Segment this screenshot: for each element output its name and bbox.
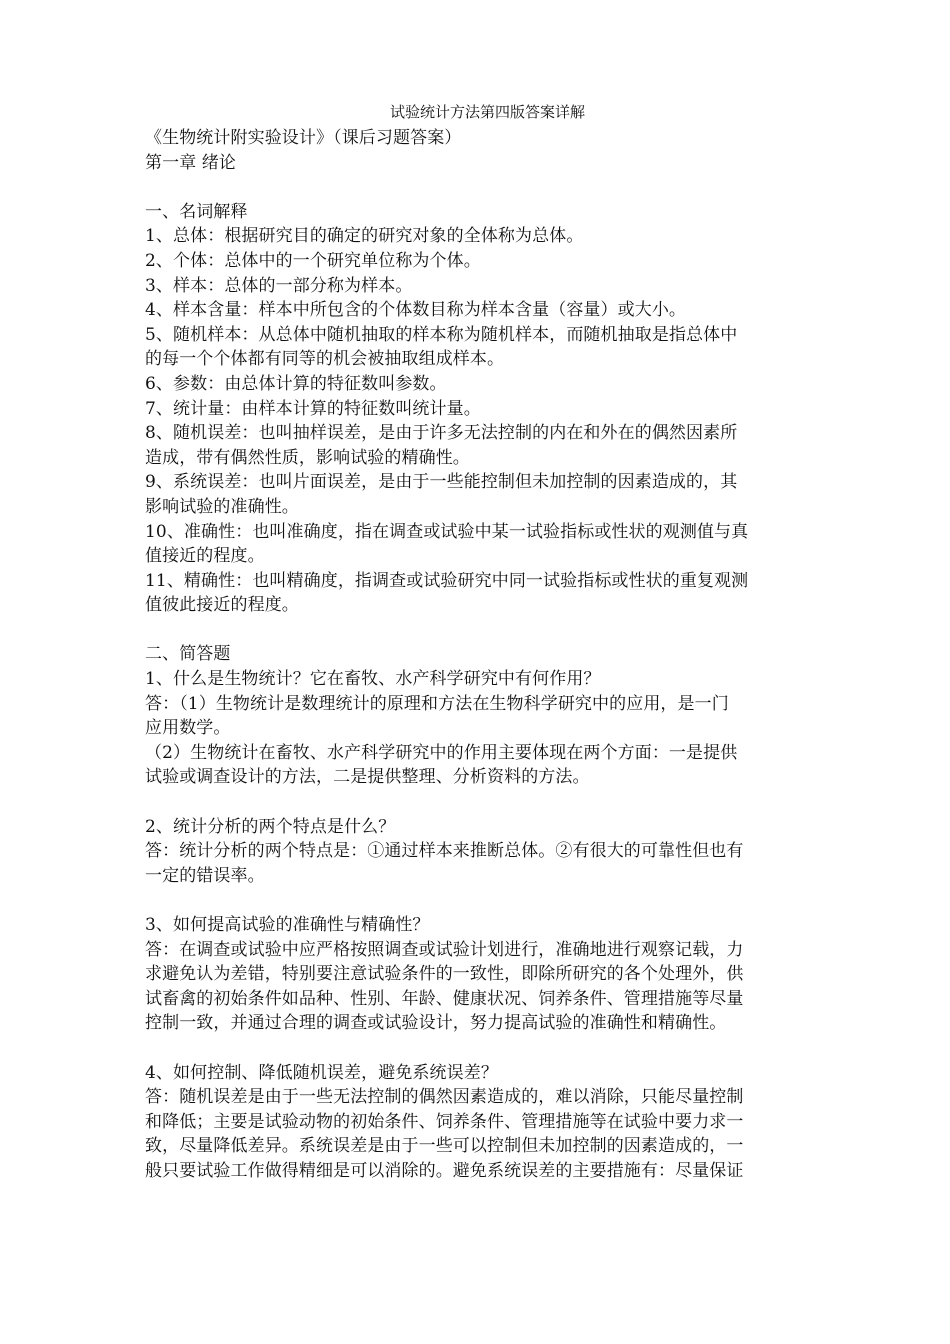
answer-line: 试畜禽的初始条件如品种、性别、年龄、健康状况、饲养条件、管理措施等尽量: [145, 988, 744, 1009]
spacer: [145, 175, 810, 200]
question-2: [145, 815, 810, 889]
question-line: 3、如何提高试验的准确性与精确性？: [145, 915, 430, 935]
term-list: [145, 224, 810, 618]
spacer: [145, 618, 810, 643]
section-heading-questions: 二、简答题: [145, 644, 231, 665]
answer-line: 一定的错误率。: [145, 865, 265, 886]
term-line: 3、样本：总体的一部分称为样本。: [145, 275, 413, 296]
term-line: 1、总体：根据研究目的确定的研究对象的全体称为总体。: [145, 226, 584, 247]
answer-line: 答：统计分析的两个特点是：①通过样本来推断总体。②有很大的可靠性但也有: [145, 841, 744, 862]
question-1: [145, 667, 810, 790]
question-3: [145, 913, 810, 1036]
answer-line: 和降低；主要是试验动物的初始条件、饲养条件、管理措施等在试验中要力求一: [145, 1111, 744, 1132]
document-title: 试验统计方法第四版答案详解: [389, 103, 585, 121]
term-line: 10、准确性：也叫准确度，指在调查或试验中某一试验指标或性状的观测值与真: [145, 521, 749, 542]
section-heading-terms: 一、名词解释: [145, 201, 248, 222]
answer-line: 试验或调查设计的方法，二是提供整理、分析资料的方法。: [145, 767, 590, 788]
chapter-heading: 第一章 绪论: [145, 152, 237, 173]
term-line: 6、参数：由总体计算的特征数叫参数。: [145, 373, 447, 394]
question-4: [145, 1061, 810, 1184]
answer-line: 答：在调查或试验中应严格按照调查或试验计划进行，准确地进行观察记载，力: [145, 939, 744, 960]
spacer: [145, 1036, 810, 1061]
term-line: 9、系统误差：也叫片面误差，是由于一些能控制但未加控制的因素造成的，其: [145, 472, 738, 493]
term-line: 7、统计量：由样本计算的特征数叫统计量。: [145, 398, 481, 419]
answer-line: （2）生物统计在畜牧、水产科学研究中的作用主要体现在两个方面：一是提供: [145, 742, 738, 763]
answer-line: 应用数学。: [145, 718, 231, 739]
term-line: 2、个体：总体中的一个研究单位称为个体。: [145, 250, 481, 271]
term-line: 值接近的程度。: [145, 546, 265, 567]
term-line: 值彼此接近的程度。: [145, 595, 299, 616]
answer-line: 答：随机误差是由于一些无法控制的偶然因素造成的，难以消除，只能尽量控制: [145, 1087, 744, 1108]
term-line: 11、精确性：也叫精确度，指调查或试验研究中同一试验指标或性状的重复观测: [145, 570, 749, 591]
term-line: 影响试验的准确性。: [145, 496, 299, 517]
document-page: [145, 100, 810, 1184]
answer-line: 控制一致，并通过合理的调查或试验设计，努力提高试验的准确性和精确性。: [145, 1013, 727, 1034]
term-line: 5、随机样本：从总体中随机抽取的样本称为随机样本，而随机抽取是指总体中: [145, 324, 738, 345]
answer-line: 致，尽量降低差异。系统误差是由于一些可以控制但未加控制的因素造成的，一: [145, 1136, 744, 1157]
answer-line: 答：（1）生物统计是数理统计的原理和方法在生物科学研究中的应用，是一门: [145, 693, 729, 714]
answer-line: 般只要试验工作做得精细是可以消除的。避免系统误差的主要措施有：尽量保证: [145, 1160, 744, 1181]
question-line: 4、如何控制、降低随机误差，避免系统误差？: [145, 1062, 498, 1083]
spacer: [145, 888, 810, 913]
term-line: 造成，带有偶然性质，影响试验的精确性。: [145, 447, 470, 468]
term-line: 4、样本含量：样本中所包含的个体数目称为样本含量（容量）或大小。: [145, 300, 687, 321]
term-line: 8、随机误差：也叫抽样误差，是由于许多无法控制的内在和外在的偶然因素所: [145, 423, 738, 444]
answer-line: 求避免认为差错，特别要注意试验条件的一致性，即除所研究的各个处理外，供: [145, 964, 744, 985]
question-line: 2、统计分析的两个特点是什么？: [145, 816, 396, 837]
spacer: [145, 790, 810, 815]
document-subtitle: 《生物统计附实验设计》（课后习题答案）: [145, 128, 462, 148]
question-line: 1、什么是生物统计？它在畜牧、水产科学研究中有何作用？: [145, 669, 601, 690]
term-line: 的每一个个体都有同等的机会被抽取组成样本。: [145, 349, 505, 370]
